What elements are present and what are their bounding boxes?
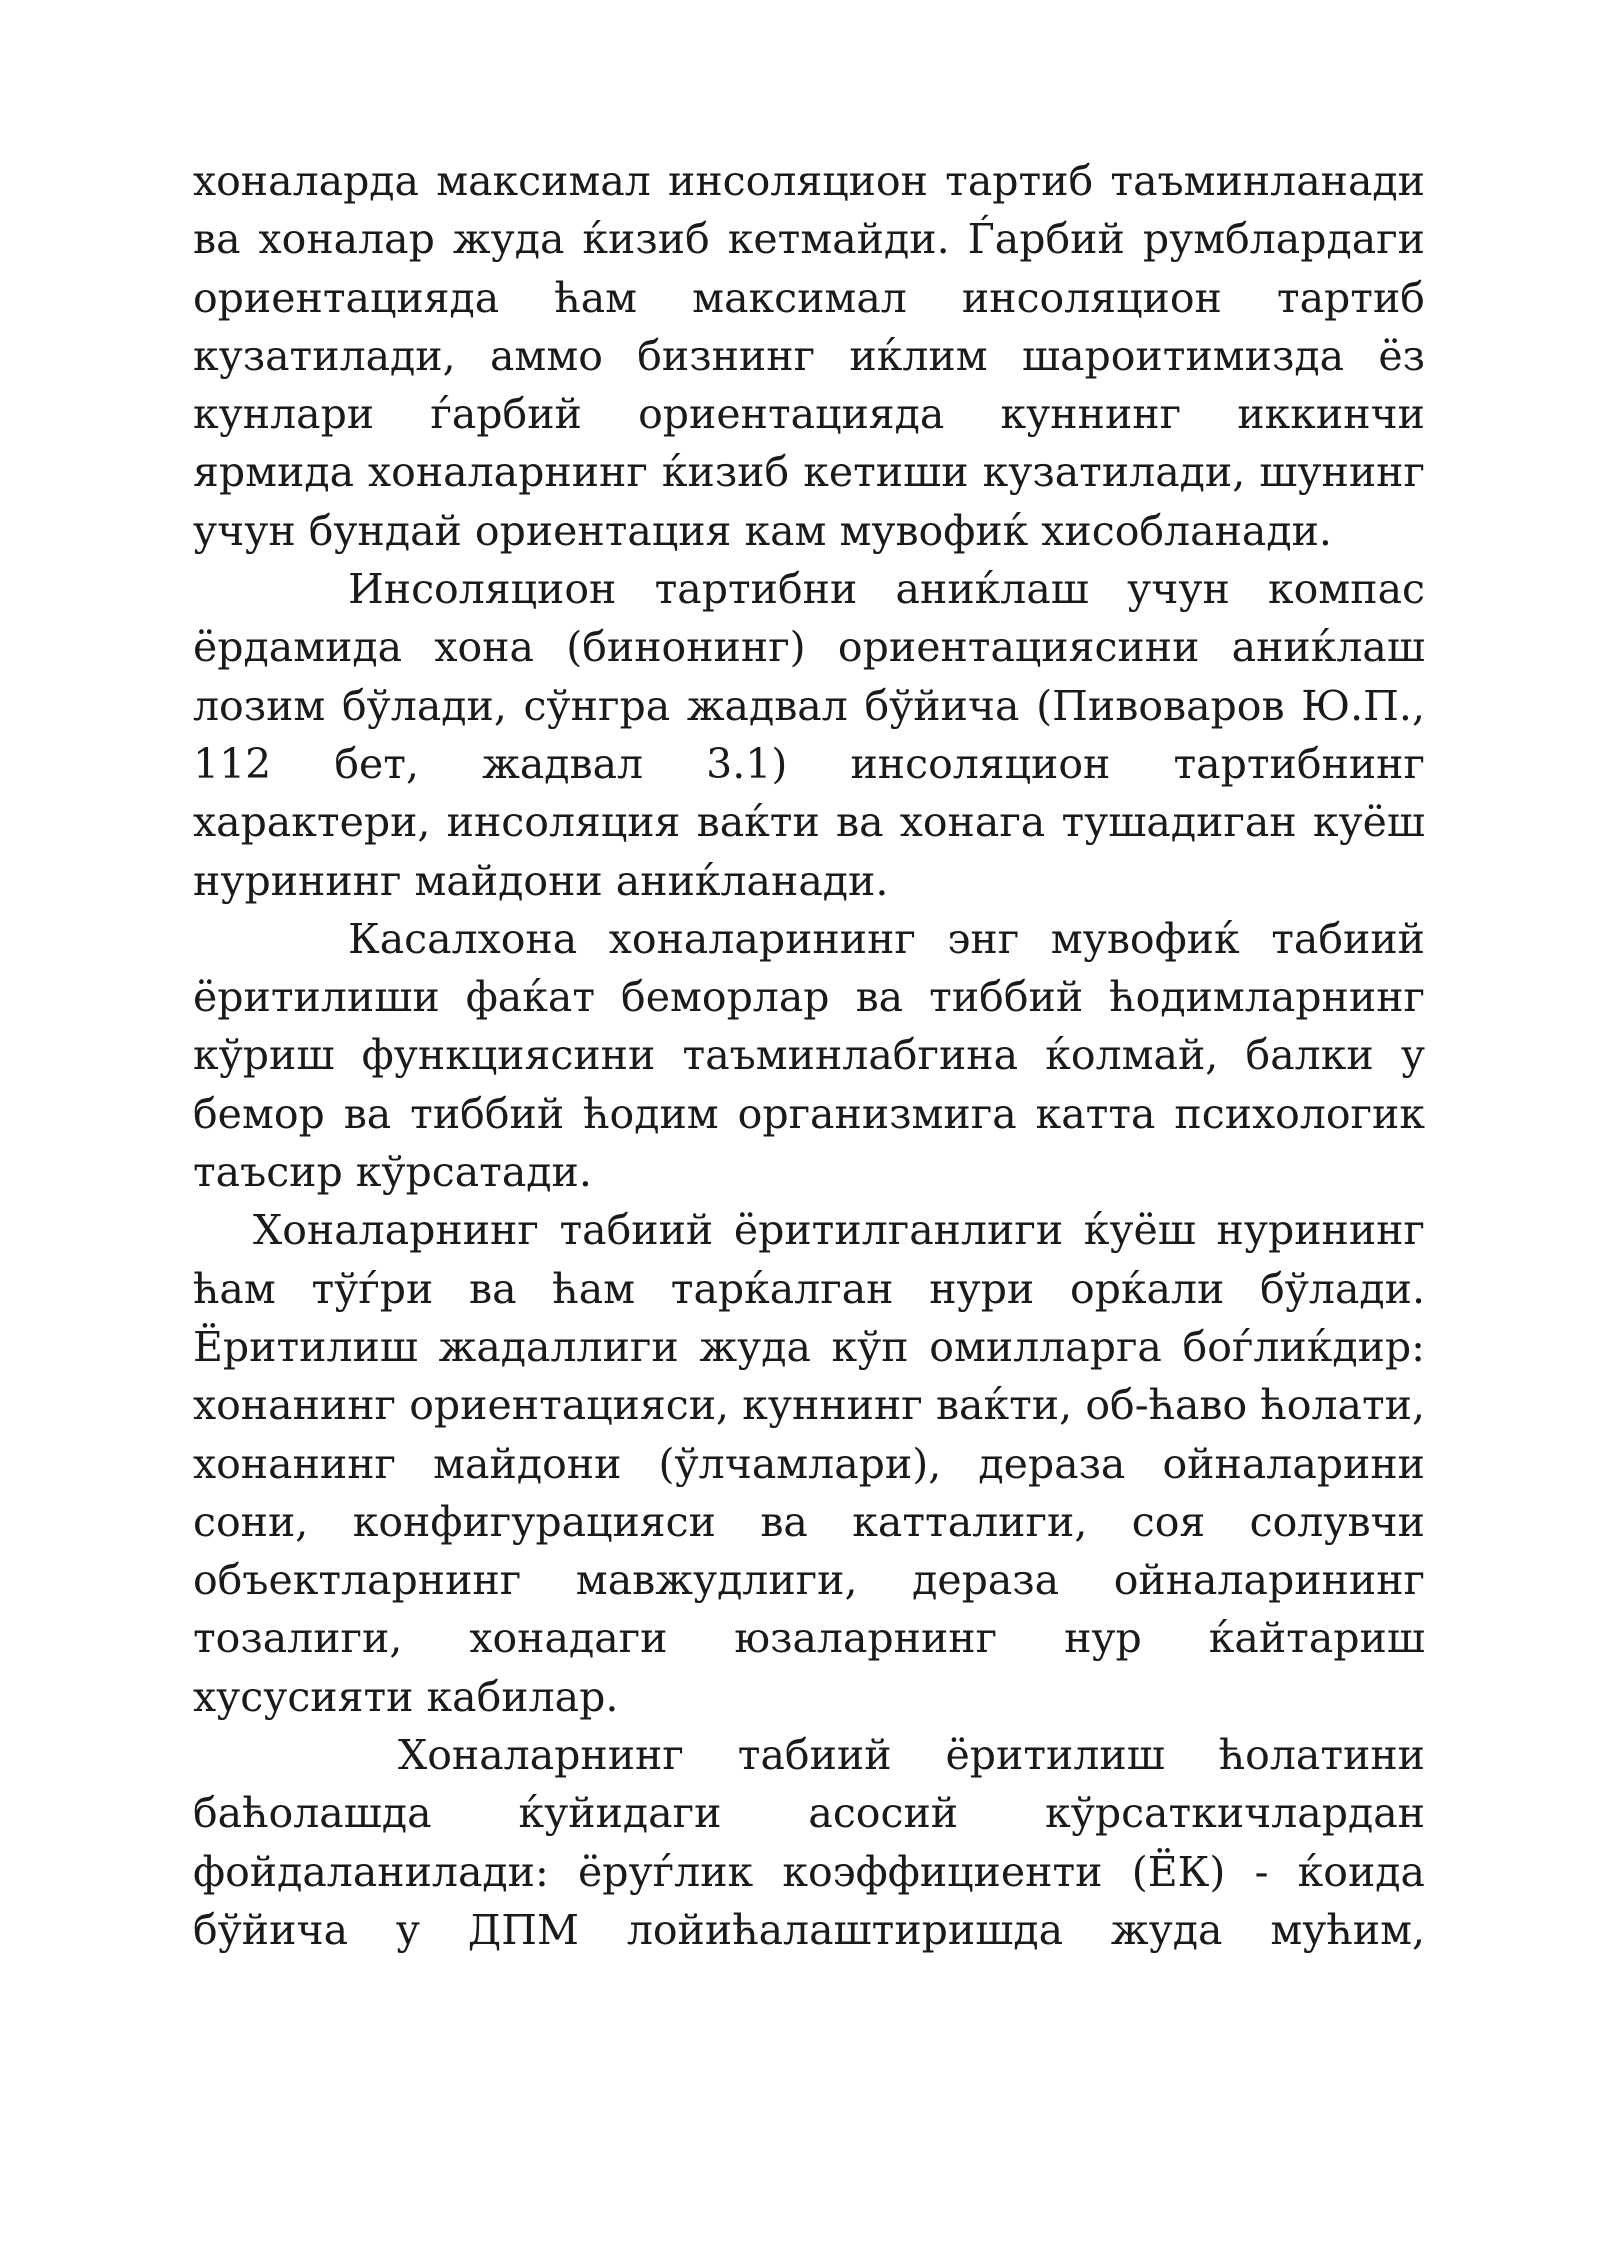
paragraph-insolation-method: Инсоляцион тартибни аниќлаш учун компас ёрдамида хона (бинонинг) ориентациясини аниќлаш лозим бўлади, сўнгра жадвал бўйича (Пивоваров Ю.П., 112 бет, жадвал 3.1) инсоляцион тартибнинг характери, инсоляция ваќти ва хонага тушадиган куёш нурининг майдони аниќланади. — [193, 565, 1425, 905]
paragraph-insolation-west: хоналарда максимал инсоляцион тартиб таъминланади ва хоналар жуда ќизиб кетмайди. Ѓарбий румблардаги ориентацияда ћам максимал инсоляцион тартиб кузатилади, аммо бизнинг иќлим шароитимизда ёз кунлари ѓарбий ориентацияда куннинг иккинчи ярмида хоналарнинг ќизиб кетиши кузатилади, шунинг учун бундай ориентация кам мувофиќ хисобланади. — [193, 157, 1425, 555]
body-text — [193, 152, 1425, 1959]
paragraph-lighting-indicators: Хоналарнинг табиий ёритилиш ћолатини баћолашда ќуйидаги асосий кўрсаткичлардан фойдаланилади: ёруѓлик коэффициенти (ЁК) - ќоида бўйича у ДПМ лойићалаштиришда жуда мућим, — [193, 1731, 1425, 1954]
paragraph-hospital-lighting: Касалхона хоналарининг энг мувофиќ табиий ёритилиши фаќат беморлар ва тиббий ћодимларнинг кўриш функциясини таъминлабгина ќолмай, балки у бемор ва тиббий ћодим организмига катта психологик таъсир кўрсатади. — [193, 914, 1425, 1197]
paragraph-natural-lighting-factors: Хоналарнинг табиий ёритилганлиги ќуёш нурининг ћам тўѓри ва ћам тарќалган нури орќали бўлади. Ёритилиш жадаллиги жуда кўп омилларга боѓлиќдир: хонанинг ориентацияси, куннинг ваќти, об-ћаво ћолати, хонанинг майдони (ўлчамлари), дераза ойналарини сони, конфигурацияси ва катталиги, соя солувчи объектларнинг мавжудлиги, дераза ойналарининг тозалиги, хонадаги юзаларнинг нур ќайтариш хусусияти кабилар. — [193, 1206, 1425, 1721]
